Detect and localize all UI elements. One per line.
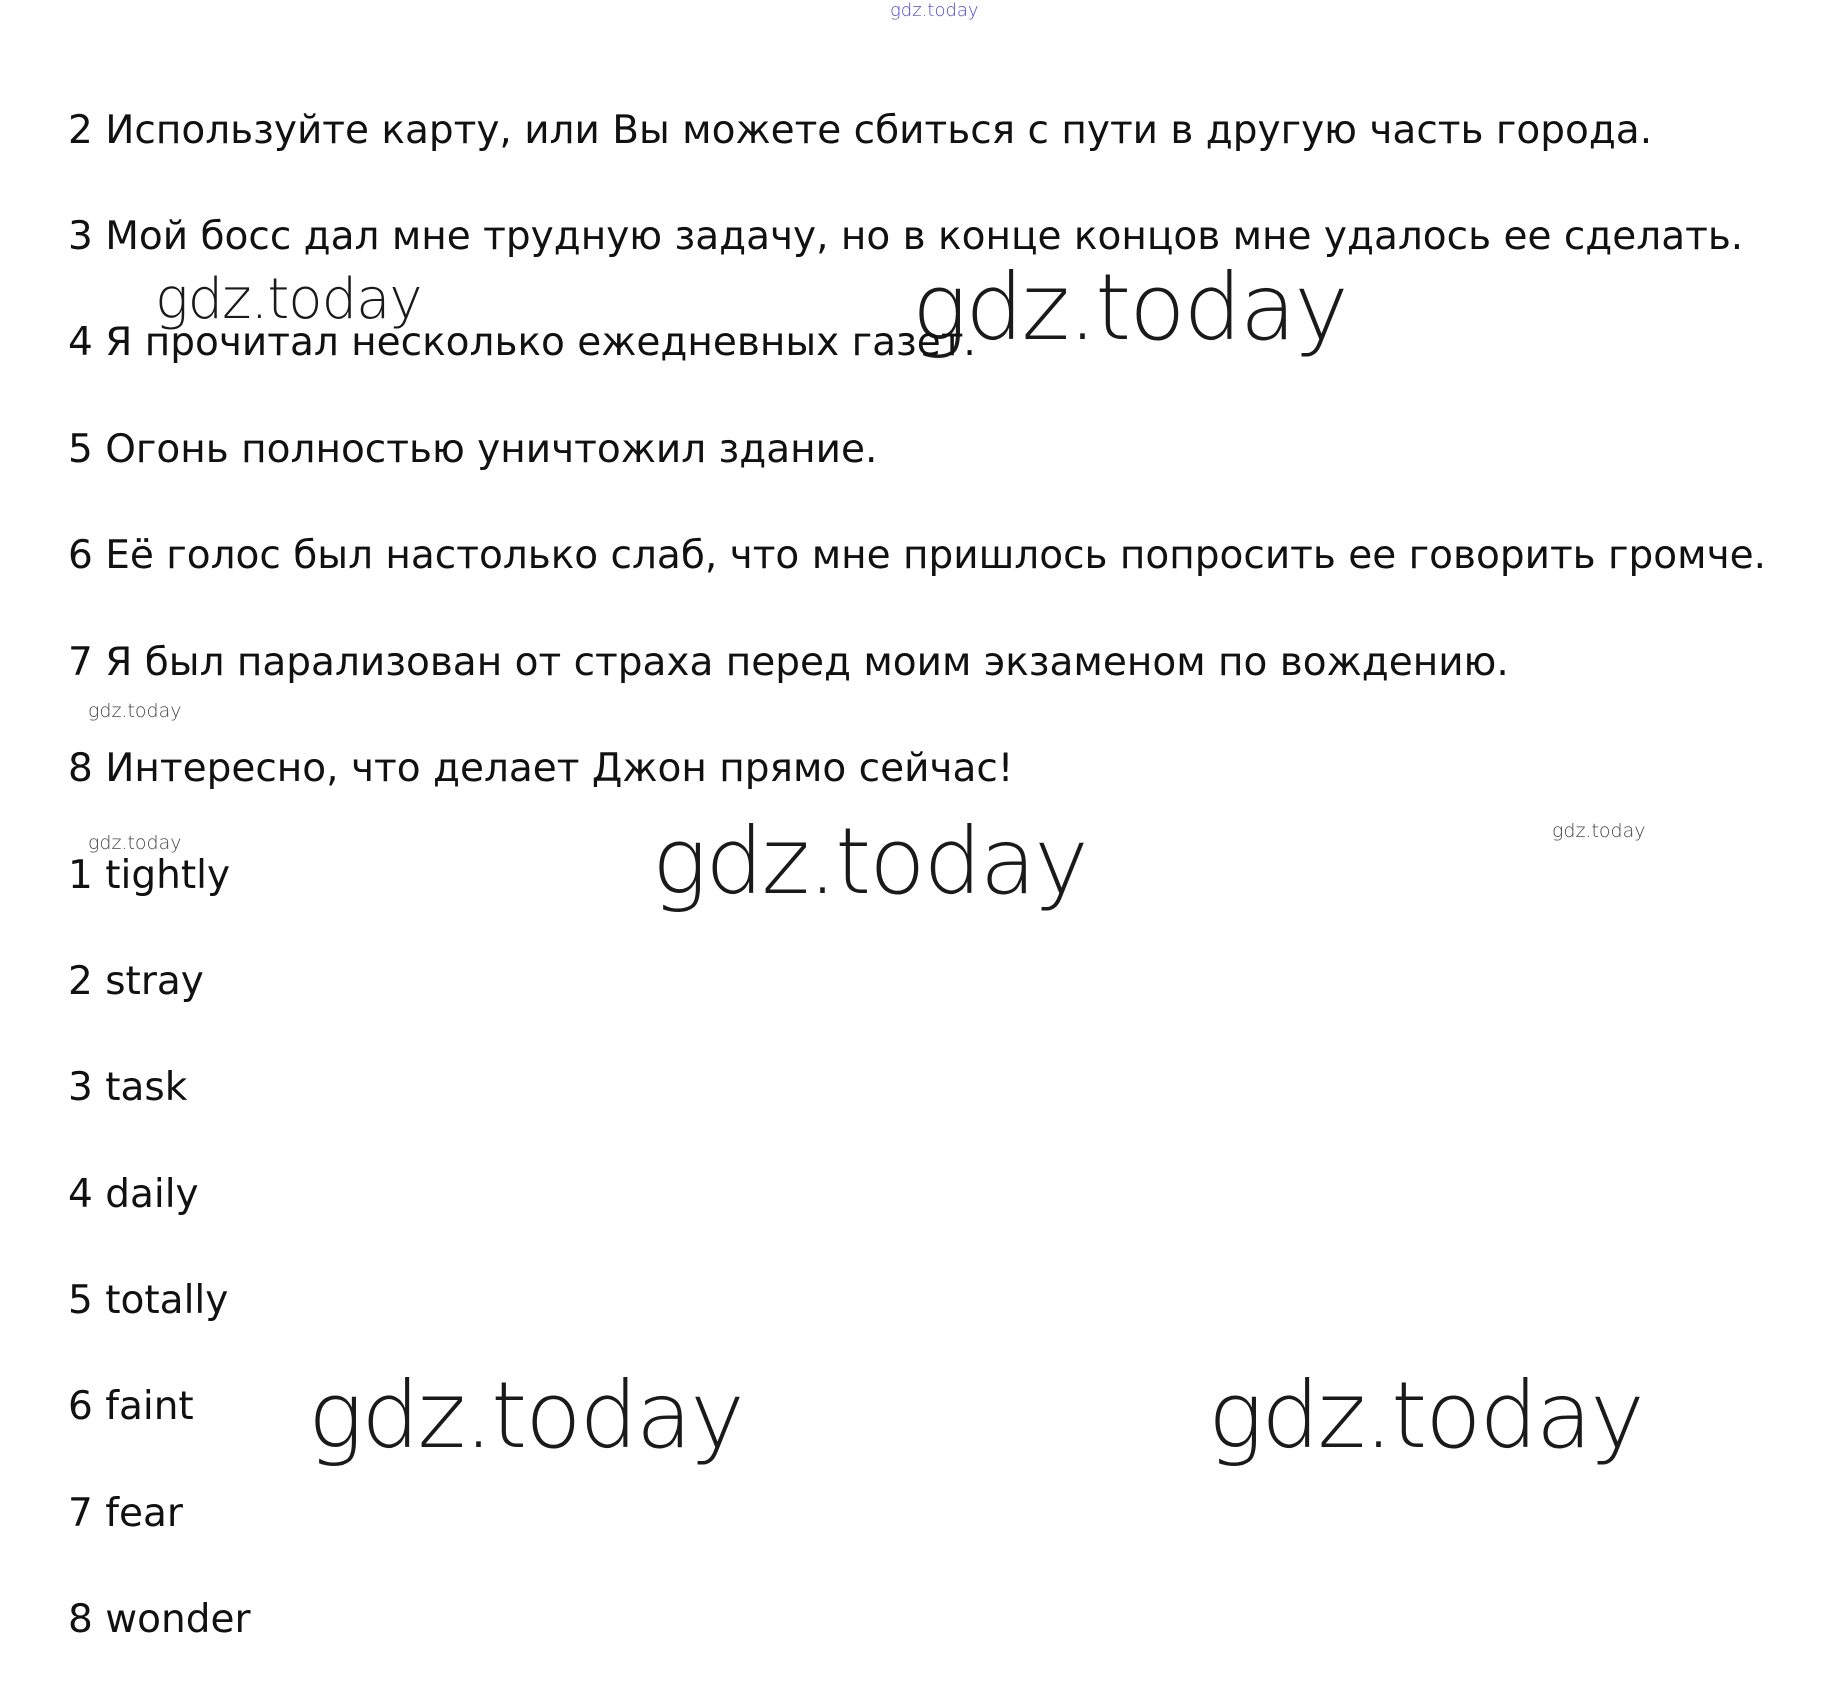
watermark: gdz.today	[88, 832, 182, 854]
translation-item	[68, 427, 877, 473]
item-text: Мой босс дал мне трудную задачу, но в конце концов мне удалось ее сделать.	[105, 214, 1744, 259]
item-number: 8	[68, 746, 93, 791]
item-text: Я прочитал несколько ежедневных газет.	[105, 320, 976, 365]
item-text: Я был парализован от страха перед моим экзаменом по вождению.	[105, 640, 1509, 685]
word-item	[68, 1384, 194, 1430]
item-text: Интересно, что делает Джон прямо сейчас!	[105, 746, 1014, 791]
translation-item	[68, 746, 1013, 792]
word-item	[68, 1278, 228, 1324]
word-item	[68, 1065, 187, 1111]
item-text: Её голос был настолько слаб, что мне пришлось попросить ее говорить громче.	[105, 533, 1767, 578]
item-text: faint	[105, 1384, 194, 1429]
watermark: gdz.today	[912, 254, 1347, 361]
watermark: gdz.today	[1208, 1362, 1643, 1469]
word-item	[68, 1597, 251, 1643]
translation-item	[68, 640, 1509, 686]
item-number: 8	[68, 1597, 93, 1642]
item-number: 7	[68, 1491, 93, 1536]
word-item	[68, 1172, 199, 1218]
item-number: 7	[68, 640, 93, 685]
watermark: gdz.today	[88, 700, 182, 722]
item-text: task	[105, 1065, 188, 1110]
item-number: 1	[68, 853, 93, 898]
item-number: 3	[68, 214, 93, 259]
watermark: gdz.today	[155, 267, 422, 332]
item-number: 5	[68, 427, 93, 472]
item-number: 4	[68, 1172, 93, 1217]
watermark: gdz.today	[308, 1362, 743, 1469]
translation-item	[68, 214, 1743, 260]
item-text: fear	[105, 1491, 183, 1536]
item-number: 5	[68, 1278, 93, 1323]
watermark: gdz.today	[652, 808, 1087, 915]
item-text: daily	[105, 1172, 199, 1217]
item-number: 2	[68, 108, 93, 153]
item-number: 3	[68, 1065, 93, 1110]
item-number: 6	[68, 1384, 93, 1429]
watermark: gdz.today	[1552, 820, 1646, 842]
word-item	[68, 959, 204, 1005]
item-number: 4	[68, 320, 93, 365]
item-number: 6	[68, 533, 93, 578]
item-text: Используйте карту, или Вы можете сбиться с пути в другую часть города.	[105, 108, 1653, 153]
translation-item	[68, 108, 1652, 154]
watermark-top: gdz.today	[890, 0, 979, 21]
word-item	[68, 1491, 183, 1537]
item-text: tightly	[105, 853, 231, 898]
word-item	[68, 853, 230, 899]
translation-item	[68, 533, 1766, 579]
item-text: totally	[105, 1278, 229, 1323]
item-number: 2	[68, 959, 93, 1004]
translation-item	[68, 320, 976, 366]
item-text: Огонь полностью уничтожил здание.	[105, 427, 878, 472]
item-text: wonder	[105, 1597, 251, 1642]
item-text: stray	[105, 959, 204, 1004]
